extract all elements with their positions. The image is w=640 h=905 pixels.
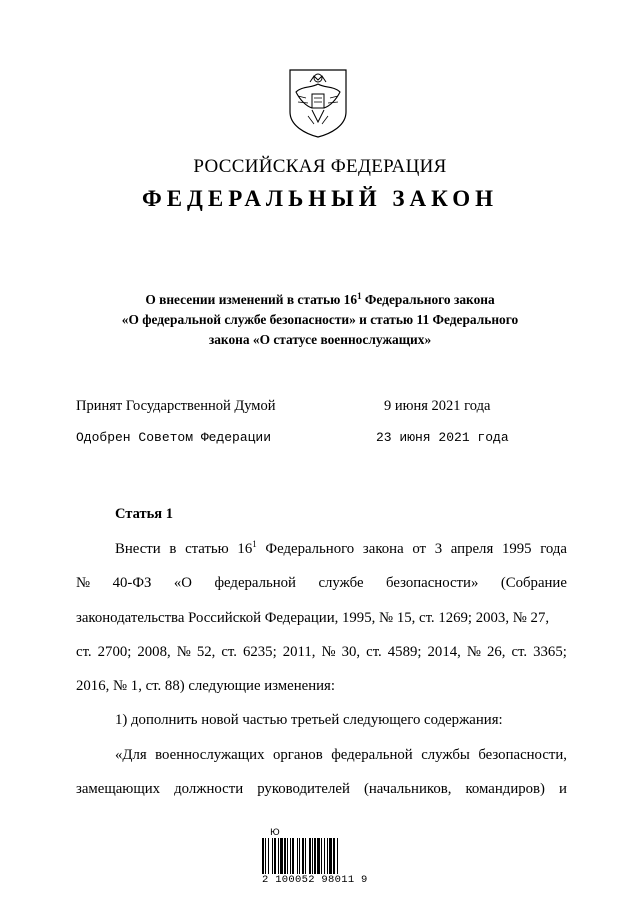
law-title-line-2: «О федеральной службе безопасности» и статью 11 Федерального: [121, 312, 519, 327]
word: «Для: [115, 747, 147, 763]
barcode-stripe: [272, 838, 273, 874]
word: (Собрание: [500, 575, 567, 591]
barcode-stripe: [262, 838, 264, 874]
word: 2700;: [97, 644, 132, 660]
barcode-stripe: [278, 838, 279, 874]
barcode-stripe: [312, 838, 313, 874]
barcode-stripe: [265, 838, 266, 874]
barcode-stripe: [321, 838, 322, 874]
barcode-stripe: [268, 838, 269, 874]
barcode-stripe: [317, 838, 320, 874]
word: закона: [362, 541, 404, 557]
barcode-number: 2 100052 98011 9: [262, 874, 368, 886]
word: командиров): [465, 781, 545, 797]
word: органов: [272, 747, 323, 763]
article-heading: Статья 1: [115, 506, 173, 522]
word: Внести: [115, 541, 161, 557]
word: 3: [434, 541, 443, 557]
word: 2011,: [282, 644, 316, 660]
word: 2014,: [427, 644, 461, 660]
barcode-stripe: [333, 838, 335, 874]
law-title: [0, 290, 640, 350]
document-barcode: [256, 828, 376, 888]
law-title-line-3: закона «О статусе военнослужащих»: [208, 332, 432, 347]
word: замещающих: [76, 781, 161, 797]
word: 1995: [501, 541, 532, 557]
title-text: О внесении изменений в статью 16: [145, 292, 358, 307]
word: (начальников,: [363, 781, 452, 797]
barcode-stripe: [302, 838, 304, 874]
word: военнослужащих: [155, 747, 265, 763]
word: 26,: [486, 644, 506, 660]
word: должности: [174, 781, 244, 797]
title-superscript: 1: [357, 291, 362, 301]
word: в: [169, 541, 177, 557]
barcode-stripe: [287, 838, 288, 874]
word: №: [466, 644, 481, 660]
word: службы: [421, 747, 470, 763]
word: безопасности,: [478, 747, 567, 763]
word-part: 16: [237, 541, 253, 557]
law-title-line-1: [0, 290, 640, 310]
barcode-stripe: [329, 838, 332, 874]
word: статью: [185, 541, 229, 557]
article-text-line: 1) дополнить новой частью третьей следующего содержания:: [115, 712, 503, 728]
word: ст.: [366, 644, 382, 660]
word: №: [321, 644, 336, 660]
duma-adoption-date: 9 июня 2021 года: [384, 398, 491, 414]
superscript: 1: [252, 539, 257, 549]
word: службе: [318, 575, 364, 591]
article-text-line: 2016, № 1, ст. 88) следующие изменения:: [76, 678, 335, 694]
word: 52,: [196, 644, 216, 660]
word: №: [76, 575, 91, 591]
barcode-stripe: [324, 838, 325, 874]
word: №: [176, 644, 191, 660]
council-approval-label: Одобрен Советом Федерации: [76, 430, 272, 445]
barcode-stripe: [280, 838, 283, 874]
barcode-stripe: [290, 838, 291, 874]
word: ст.: [221, 644, 237, 660]
word: безопасности»: [386, 575, 479, 591]
word: года: [540, 541, 567, 557]
article-text-line: [76, 575, 567, 592]
word: апреля: [450, 541, 494, 557]
word: и: [559, 781, 567, 797]
barcode-stripe: [292, 838, 294, 874]
title-text: Федерального закона: [361, 292, 495, 307]
barcode-mark: Ю: [270, 828, 280, 838]
article-text-line: [115, 747, 567, 764]
barcode-stripe: [314, 838, 316, 874]
word: ст.: [511, 644, 528, 660]
barcode-stripe: [337, 838, 338, 874]
article-text-line: [76, 644, 567, 661]
council-approval-date: 23 июня 2021 года: [376, 430, 509, 445]
article-text-line: [76, 781, 567, 798]
barcode-stripe: [309, 838, 311, 874]
article-text-line: [115, 541, 567, 558]
barcode-stripe: [274, 838, 276, 874]
barcode-stripe: [297, 838, 298, 874]
word: [237, 541, 256, 558]
word: от: [412, 541, 427, 557]
barcode-stripe: [299, 838, 300, 874]
word: федеральной: [331, 747, 413, 763]
article-text-line: законодательства Российской Федерации, 1995, № 15, ст. 1269; 2003, № 27,: [76, 610, 550, 626]
word: «О: [173, 575, 192, 591]
word: ст.: [76, 644, 92, 660]
word: 2008,: [137, 644, 171, 660]
duma-adoption-label: Принят Государственной Думой: [76, 398, 276, 414]
word: 4589;: [387, 644, 422, 660]
word: руководителей: [257, 781, 350, 797]
word: 40-ФЗ: [112, 575, 152, 591]
coat-of-arms-emblem: [286, 66, 350, 138]
word: 30,: [341, 644, 361, 660]
country-heading: РОССИЙСКАЯ ФЕДЕРАЦИЯ: [193, 156, 447, 177]
barcode-bars: [256, 838, 376, 874]
law-type-heading: ФЕДЕРАЛЬНЫЙ ЗАКОН: [141, 186, 499, 211]
word: Федерального: [265, 541, 355, 557]
word: федеральной: [214, 575, 296, 591]
barcode-stripe: [284, 838, 286, 874]
barcode-stripe: [305, 838, 306, 874]
word: 6235;: [242, 644, 277, 660]
barcode-stripe: [327, 838, 328, 874]
word: 3365;: [533, 644, 567, 660]
